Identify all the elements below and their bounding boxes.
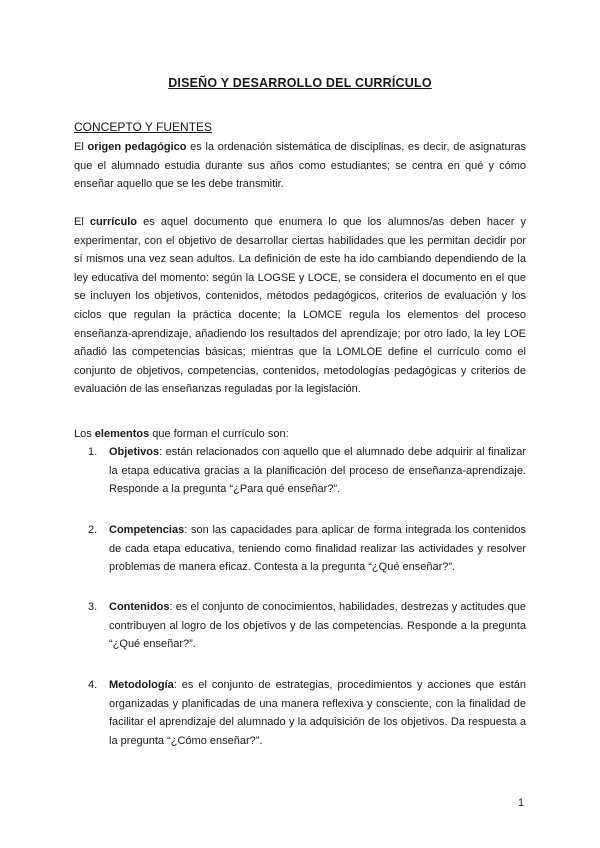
list-item-text: : es el conjunto de conocimientos, habilidades, destrezas y actitudes que contribuyen al logro de los objetivos y de las competencias. Responde a la pregunta “¿Qué enseñar?”.	[109, 601, 526, 651]
page-number: 1	[518, 797, 525, 809]
list-item	[88, 443, 526, 499]
document-title: DISEÑO Y DESARROLLO DEL CURRÍCULO	[168, 76, 432, 90]
paragraph-text: Los	[74, 428, 95, 440]
list-item	[88, 598, 526, 654]
list-item-term: Objetivos	[109, 446, 160, 458]
bold-term: elementos	[94, 428, 150, 440]
paragraph-text: es la ordenación sistemática de disciplinas, es decir, de asignaturas que el alumnado estudia durante sus años como estudiantes; se centra en qué y cómo enseñar aquello que se les debe transmitir.	[74, 141, 526, 191]
list-item-number: 2.	[88, 524, 98, 536]
paragraph-text: es aquel documento que enumera lo que los alumnos/as deben hacer y experimentar, con el objetivo de desarrollar ciertas habilidades que les permitan decidir por sí mismos una vez sean adultos. La definición de este ha ido cambiando dependiendo de la ley educativa del momento: según la LOGSE y LOCE, se considera el documento en el que se incluyen los objetivos, contenidos, métodos pedagógicos, criterios de evaluación y los ciclos que regulan la práctica docente; la LOMCE regula los elementos del proceso enseñanza-aprendizaje, añadiendo los resultados del aprendizaje; por otro lado, la ley LOE añadió las competencias básicas; mientras que la LOMLOE define el currículo como el conjunto de objetivos, competencias, contenidos, metodologías pedagógicas y criterios de evaluación de las enseñanzas reguladas por la legislación.	[74, 216, 526, 396]
list-item-number: 4.	[88, 679, 98, 691]
list-item-number: 3.	[88, 601, 98, 613]
list-item	[88, 676, 526, 750]
list-item-text: : es el conjunto de estrategias, procedimientos y acciones que están organizadas y planificadas de una manera reflexiva y consciente, con la finalidad de facilitar el aprendizaje del alumnado y la adquisición de los objetivos. Da respuesta a la pregunta “¿Cómo enseñar?”.	[109, 679, 526, 747]
paragraph-curriculo	[74, 213, 526, 399]
paragraph-text: El	[74, 141, 88, 153]
bold-term: origen pedagógico	[87, 141, 187, 153]
list-item-text: : son las capacidades para aplicar de forma integrada los contenidos de cada etapa educativa, teniendo como finalidad realizar las actividades y resolver problemas de manera eficaz. Contesta a la pregunta “¿Qué enseñar?”.	[109, 524, 526, 574]
list-item-body	[109, 521, 526, 577]
paragraph-origen-pedagogico	[74, 138, 526, 194]
list-item-term: Competencias	[109, 524, 185, 536]
list-item-body	[109, 443, 526, 499]
paragraph-text: que forman el currículo son:	[149, 428, 289, 440]
list-item-term: Metodología	[109, 679, 174, 691]
section-heading: CONCEPTO Y FUENTES	[74, 120, 213, 134]
list-item-number: 1.	[88, 446, 98, 458]
list-item-term: Contenidos	[109, 601, 170, 613]
elements-intro	[74, 425, 289, 444]
list-item	[88, 521, 526, 577]
list-item-text: : están relacionados con aquello que el alumnado debe adquirir al finalizar la etapa educativa gracias a la planificación del proceso de enseñanza-aprendizaje. Responde a la pregunta “¿Para qué enseñar?”.	[109, 446, 526, 496]
paragraph-text: El	[74, 216, 90, 228]
list-item-body	[109, 598, 526, 654]
bold-term: currículo	[89, 216, 137, 228]
list-item-body	[109, 676, 526, 750]
